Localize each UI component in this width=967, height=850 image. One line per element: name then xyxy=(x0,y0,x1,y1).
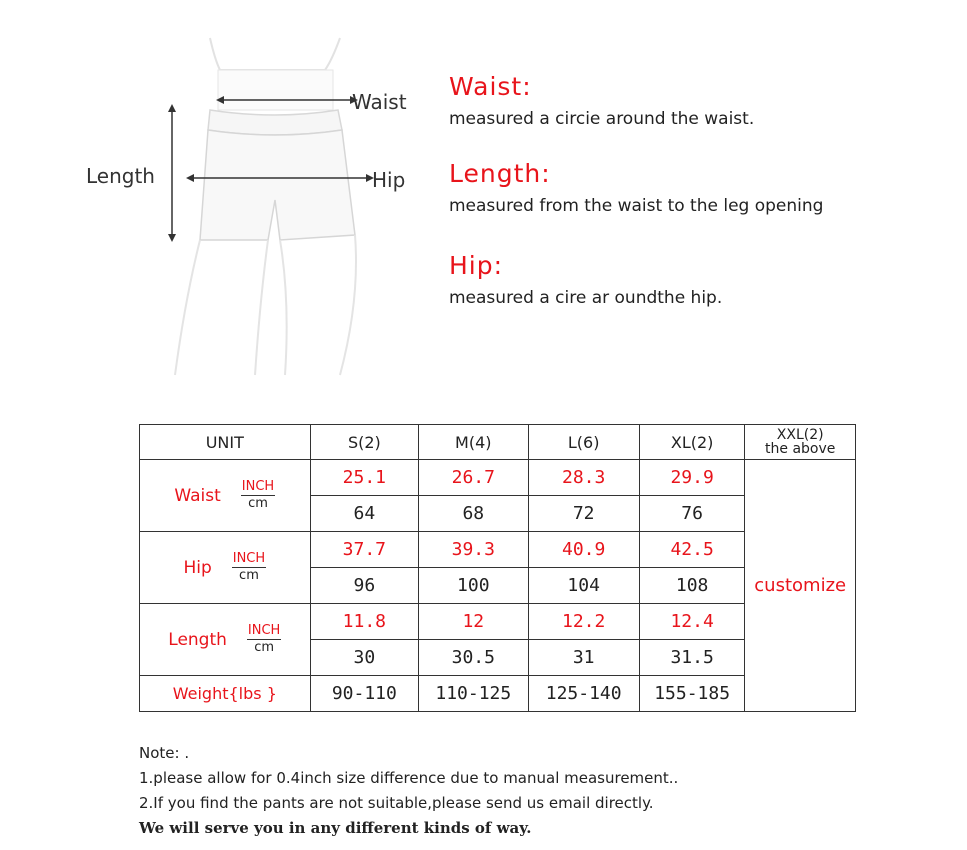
definition-title: Hip: xyxy=(449,251,504,280)
definition-hip xyxy=(449,251,722,309)
table-cell: 31 xyxy=(528,640,639,676)
unit-fraction xyxy=(247,624,281,655)
table-cell: 30 xyxy=(310,640,418,676)
unit-cm: cm xyxy=(239,568,259,583)
waist-label: Waist xyxy=(352,90,407,114)
customize-cell: customize xyxy=(745,460,856,712)
note-line-1: 1.please allow for 0.4inch size difference due to manual measurement.. xyxy=(139,769,679,787)
table-cell: 68 xyxy=(419,496,528,532)
unit-fraction xyxy=(232,552,266,583)
weight-label: Weight{lbs } xyxy=(140,676,311,712)
table-cell: 42.5 xyxy=(639,532,745,568)
table-cell: 110-125 xyxy=(419,676,528,712)
table-cell: 29.9 xyxy=(639,460,745,496)
table-cell: 12.4 xyxy=(639,604,745,640)
size-header: S(2) xyxy=(310,425,418,460)
table-cell: 76 xyxy=(639,496,745,532)
row-label-hip xyxy=(140,532,311,604)
table-cell: 37.7 xyxy=(310,532,418,568)
unit-inch: INCH xyxy=(241,479,275,494)
table-cell: 104 xyxy=(528,568,639,604)
table-cell: 108 xyxy=(639,568,745,604)
table-cell: 39.3 xyxy=(419,532,528,568)
definition-waist xyxy=(449,72,754,130)
table-cell: 64 xyxy=(310,496,418,532)
table-row-waist-inch xyxy=(140,460,856,496)
table-cell: 26.7 xyxy=(419,460,528,496)
definition-text: measured a cire ar oundthe hip. xyxy=(449,288,723,308)
table-cell: 40.9 xyxy=(528,532,639,568)
length-label: Length xyxy=(86,164,155,188)
definition-title: Length: xyxy=(449,159,551,188)
shorts-sketch xyxy=(70,30,430,380)
unit-fraction xyxy=(241,480,275,511)
table-cell: 100 xyxy=(419,568,528,604)
unit-cm: cm xyxy=(248,496,268,511)
definition-length xyxy=(449,159,823,217)
table-cell: 28.3 xyxy=(528,460,639,496)
unit-header: UNIT xyxy=(140,425,311,460)
size-header: M(4) xyxy=(419,425,528,460)
table-cell: 11.8 xyxy=(310,604,418,640)
table-cell: 25.1 xyxy=(310,460,418,496)
row-label-waist xyxy=(140,460,311,532)
size-header-xxl xyxy=(745,425,856,460)
definition-text: measured from the waist to the leg opening xyxy=(449,196,824,216)
measure-name: Hip xyxy=(183,557,212,578)
table-cell: 12 xyxy=(419,604,528,640)
note-line-2: 2.If you find the pants are not suitable,please send us email directly. xyxy=(139,794,654,812)
size-chart-table xyxy=(139,424,856,712)
hip-label: Hip xyxy=(372,168,406,192)
unit-inch: INCH xyxy=(247,623,281,638)
size-header: XL(2) xyxy=(639,425,745,460)
measure-name: Length xyxy=(168,629,227,650)
row-label-length xyxy=(140,604,311,676)
xxl-line1: XXL(2) xyxy=(776,427,824,443)
unit-inch: INCH xyxy=(232,551,266,566)
definition-title: Waist: xyxy=(449,72,532,101)
unit-cm: cm xyxy=(254,640,275,655)
xxl-line2: the above xyxy=(765,441,836,457)
table-cell: 90-110 xyxy=(310,676,418,712)
table-cell: 30.5 xyxy=(419,640,528,676)
table-cell: 155-185 xyxy=(639,676,745,712)
measure-name: Waist xyxy=(174,485,221,506)
size-header: L(6) xyxy=(528,425,639,460)
definition-text: measured a circie around the waist. xyxy=(449,109,755,129)
measurement-illustration xyxy=(70,30,430,380)
table-cell: 96 xyxy=(310,568,418,604)
note-line-3: We will serve you in any different kinds of way. xyxy=(139,819,532,837)
note-title: Note: . xyxy=(139,744,190,762)
table-header-row xyxy=(140,425,856,460)
table-cell: 12.2 xyxy=(528,604,639,640)
table-cell: 31.5 xyxy=(639,640,745,676)
table-cell: 72 xyxy=(528,496,639,532)
table-cell: 125-140 xyxy=(528,676,639,712)
notes-section xyxy=(139,741,939,841)
